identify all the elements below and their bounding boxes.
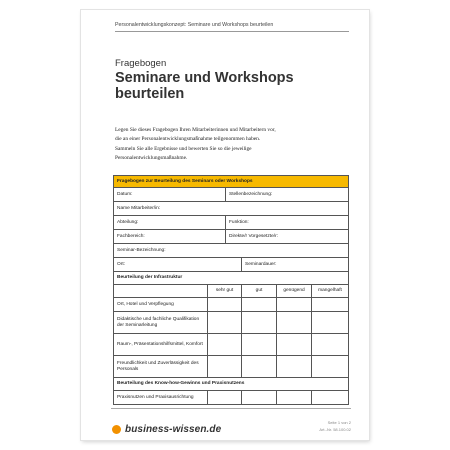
function-field[interactable]: Funktion: <box>226 216 349 230</box>
rating-cell[interactable] <box>277 312 312 334</box>
section-knowhow: Beurteilung des Know-how-Gewinns und Praxisnutzens <box>114 378 349 391</box>
document-page <box>81 10 369 440</box>
rating-cell[interactable] <box>242 334 277 356</box>
document-title: Seminare und Workshops beurteilen <box>115 70 294 102</box>
page-number: Seite 1 von 2 <box>327 420 351 425</box>
position-field[interactable]: Stellenbezeichnung: <box>226 188 349 202</box>
rating-cell[interactable] <box>312 356 349 378</box>
rating-cell[interactable] <box>242 391 277 405</box>
questionnaire-table <box>113 175 349 405</box>
rating-cell[interactable] <box>208 334 242 356</box>
seminar-name-field[interactable]: Seminar-Bezeichnung: <box>114 244 349 258</box>
page-info <box>319 420 351 433</box>
brand-name: business-wissen.de <box>125 424 222 435</box>
rating-cell[interactable] <box>208 312 242 334</box>
rating-cell[interactable] <box>277 334 312 356</box>
rating-cell[interactable] <box>208 356 242 378</box>
running-header: Personalentwicklungskonzept: Seminare und Workshops beurteilen <box>115 22 274 28</box>
brand-logo <box>112 424 221 435</box>
rating-cell[interactable] <box>208 298 242 312</box>
rating-cell[interactable] <box>242 356 277 378</box>
document-subtitle: Fragebogen <box>115 58 167 69</box>
intro-line: Personalentwicklungsmaßnahme. <box>115 154 188 161</box>
criterion-label: Ort, Hotel und Verpflegung <box>114 298 208 312</box>
criterion-label: Raum-, Präsentationshilfsmittel, Komfort <box>114 334 208 356</box>
intro-line: die an einer Personalentwicklungsmaßnahme teilgenommen haben. <box>115 136 261 143</box>
date-field[interactable]: Datum: <box>114 188 226 202</box>
rating-header-blank <box>114 285 208 298</box>
criterion-label: Didaktische und fachliche Qualifikation der Seminarleitung <box>114 312 208 334</box>
rating-label: gut <box>242 285 277 298</box>
intro-line: Legen Sie dieses Fragebogen Ihren Mitarbeiterinnen und Mitarbeitern vor, <box>115 127 276 133</box>
rating-cell[interactable] <box>312 312 349 334</box>
rating-cell[interactable] <box>277 356 312 378</box>
criterion-label: Freundlichkeit und Zuverlässigkeit des Personals <box>114 356 208 378</box>
department-field[interactable]: Abteilung: <box>114 216 226 230</box>
rating-cell[interactable] <box>277 391 312 405</box>
rating-cell[interactable] <box>312 391 349 405</box>
logo-dot-icon <box>112 425 121 434</box>
intro-line: Sammeln Sie alle Ergebnisse und bewerten Sie so die jeweilige <box>115 145 252 152</box>
rating-cell[interactable] <box>242 312 277 334</box>
section-infrastructure: Beurteilung der Infrastruktur <box>114 272 349 285</box>
header-divider <box>115 31 349 32</box>
rating-label: genügend <box>277 285 312 298</box>
rating-cell[interactable] <box>242 298 277 312</box>
article-number: Art.-Nr. 58.100.02 <box>319 426 351 432</box>
criterion-label: Praxisnutzen und Praxisausrichtung <box>114 391 208 405</box>
supervisor-field[interactable]: Direkte/r Vorgesetzte/r: <box>226 230 349 244</box>
rating-cell[interactable] <box>312 298 349 312</box>
rating-cell[interactable] <box>277 298 312 312</box>
duration-field[interactable]: Seminardauer: <box>242 258 349 272</box>
intro-paragraph <box>115 126 325 163</box>
rating-cell[interactable] <box>312 334 349 356</box>
rating-label: sehr gut <box>208 285 242 298</box>
footer-divider <box>111 408 351 409</box>
employee-name-field[interactable]: Name Mitarbeiter/in: <box>114 202 349 216</box>
location-field[interactable]: Ort: <box>114 258 242 272</box>
division-field[interactable]: Fachbereich: <box>114 230 226 244</box>
rating-label: mangelhaft <box>312 285 349 298</box>
rating-cell[interactable] <box>208 391 242 405</box>
table-header: Fragebogen zur Beurteilung des Seminars oder Workshops <box>114 176 349 188</box>
